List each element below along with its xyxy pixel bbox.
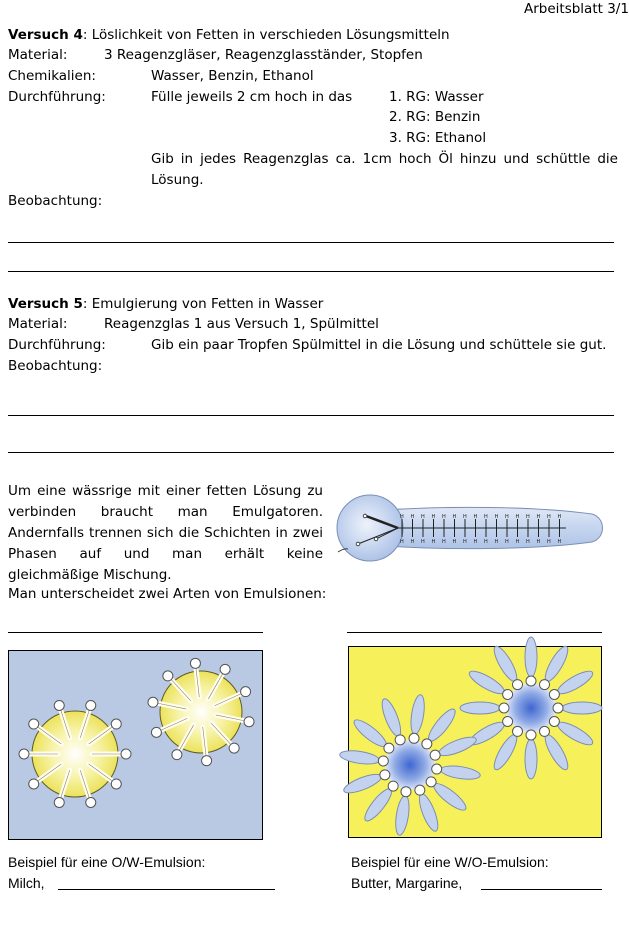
emulsifier-head xyxy=(229,743,239,753)
svg-text:H: H xyxy=(431,539,436,545)
v4-answer-line-1[interactable] xyxy=(8,242,614,243)
svg-text:H: H xyxy=(452,514,457,520)
v4-title-bold: Versuch 4 xyxy=(8,27,83,43)
v4-material-value: 3 Reagenzgläser, Reagenzglasständer, Stopfen xyxy=(104,47,423,63)
ow-example-answer-line[interactable] xyxy=(58,889,275,890)
v5-material-value: Reagenzglas 1 aus Versuch 1, Spülmittel xyxy=(104,316,379,332)
svg-text:H: H xyxy=(463,514,467,520)
wo-example-answer-line[interactable] xyxy=(481,889,602,890)
wo-type-answer-line[interactable] xyxy=(347,632,602,633)
v5-title-bold: Versuch 5 xyxy=(8,296,83,312)
svg-text:H: H xyxy=(526,514,530,520)
emulsifier-head xyxy=(151,727,161,737)
emulsifier-head xyxy=(415,785,425,795)
emulsifier-head xyxy=(388,781,398,791)
emulsifier-head xyxy=(432,764,442,774)
svg-text:H: H xyxy=(515,514,520,520)
emulsifier-head xyxy=(241,687,251,697)
emulsifier-head xyxy=(163,671,173,681)
emulsifier-head xyxy=(29,719,39,729)
emulsifier-head xyxy=(148,697,158,707)
svg-text:H: H xyxy=(431,514,436,520)
svg-text:H: H xyxy=(463,539,467,545)
v5-title xyxy=(8,295,323,313)
emulsifier-head xyxy=(121,749,131,759)
svg-text:H: H xyxy=(526,539,530,545)
svg-text:H: H xyxy=(505,539,509,545)
emulsifier-head xyxy=(540,726,550,736)
emulsifier-head xyxy=(202,756,212,766)
v5-answer-line-2[interactable] xyxy=(8,452,614,453)
emulsifier-head xyxy=(29,779,39,789)
emulsifier-head xyxy=(549,717,559,727)
ow-emulsion-figure xyxy=(8,650,263,840)
molecule-head-shape xyxy=(337,495,403,561)
ow-type-answer-line[interactable] xyxy=(8,632,263,633)
intro-kinds: Man unterscheidet zwei Arten von Emulsionen: xyxy=(8,586,327,602)
v4-chem-label: Chemikalien: xyxy=(8,68,96,84)
v4-tube-1: 1. RG: Wasser xyxy=(389,89,484,105)
wo-caption: Beispiel für eine W/O-Emulsion: xyxy=(351,854,549,870)
emulsifier-head xyxy=(553,703,563,713)
svg-text:H: H xyxy=(557,514,562,520)
emulsifier-tail xyxy=(525,739,537,779)
svg-text:H: H xyxy=(442,539,446,545)
emulsifier-head xyxy=(86,798,96,808)
v4-procedure-label: Durchführung: xyxy=(8,89,106,105)
emulsifier-head xyxy=(395,735,405,745)
v4-tube-3: 3. RG: Ethanol xyxy=(389,130,487,146)
emulsifier-head xyxy=(513,680,523,690)
emulsifier-head xyxy=(54,798,64,808)
emulsifier-head xyxy=(190,658,200,668)
intro-paragraph: Um eine wässrige mit einer fetten Lösung zu verbinden braucht man Emulgatoren. Andernfalls trennen sich die Schichten in zwei Phasen auf und man erhält keine gleichmäßige Mischung. xyxy=(8,483,323,583)
v4-answer-line-2[interactable] xyxy=(8,271,614,272)
v5-procedure-text: Gib ein paar Tropfen Spülmittel in die Lösung und schüttele sie gut. xyxy=(151,337,607,353)
v4-title xyxy=(8,26,450,44)
emulsifier-head xyxy=(111,779,121,789)
v4-procedure-cont-2: Lösung. xyxy=(151,172,204,188)
svg-text:H: H xyxy=(494,539,499,545)
emulsifier-head xyxy=(430,750,440,760)
svg-text:H: H xyxy=(400,539,404,545)
emulsifier-head xyxy=(380,770,390,780)
emulsifier-tail xyxy=(525,637,537,677)
svg-text:H: H xyxy=(494,514,499,520)
svg-text:H: H xyxy=(536,539,541,545)
emulsifier-head xyxy=(220,664,230,674)
ow-example: Milch, xyxy=(8,875,45,891)
ow-caption: Beispiel für eine O/W-Emulsion: xyxy=(8,854,206,870)
emulsifier-head xyxy=(19,749,29,759)
v4-chem-value: Wasser, Benzin, Ethanol xyxy=(151,68,314,84)
emulsifier-head xyxy=(549,690,559,700)
v4-procedure-text: Fülle jeweils 2 cm hoch in das xyxy=(151,89,353,105)
emulsifier-head xyxy=(422,739,432,749)
svg-text:H: H xyxy=(536,514,541,520)
emulsifier-head xyxy=(54,700,64,710)
v5-answer-line-1[interactable] xyxy=(8,415,614,416)
svg-text:H: H xyxy=(473,514,478,520)
svg-text:H: H xyxy=(410,514,415,520)
emulsifier-tail xyxy=(460,702,500,714)
svg-text:H: H xyxy=(547,514,551,520)
emulsifier-head xyxy=(526,676,536,686)
svg-text:H: H xyxy=(515,539,520,545)
v4-tube-2: 2. RG: Benzin xyxy=(389,109,481,125)
v4-procedure-cont-1: Gib in jedes Reagenzglas ca. 1cm hoch Öl hinzu und schüttle die xyxy=(151,151,618,167)
v5-procedure-label: Durchführung: xyxy=(8,337,106,353)
emulsifier-molecule-illustration xyxy=(334,492,604,564)
emulsifier-head xyxy=(503,717,513,727)
emulsifier-head xyxy=(86,700,96,710)
svg-text:H: H xyxy=(452,539,457,545)
wo-emulsion-figure xyxy=(348,646,602,838)
emulsifier-head xyxy=(426,777,436,787)
svg-text:H: H xyxy=(547,539,551,545)
svg-text:H: H xyxy=(473,539,478,545)
emulsifier-head xyxy=(172,750,182,760)
emulsifier-head xyxy=(378,756,388,766)
svg-text:H: H xyxy=(505,514,509,520)
emulsifier-head xyxy=(111,719,121,729)
emulsifier-head xyxy=(540,680,550,690)
emulsifier-head xyxy=(503,690,513,700)
svg-text:H: H xyxy=(557,539,562,545)
emulsifier-head xyxy=(499,703,509,713)
emulsifier-head xyxy=(384,743,394,753)
v5-title-rest: : Emulgierung von Fetten in Wasser xyxy=(82,296,324,312)
v4-title-rest: : Löslichkeit von Fetten in verschieden Lösungsmitteln xyxy=(82,27,450,43)
sheet-label: Arbeitsblatt 3/1 xyxy=(524,1,629,17)
emulsifier-head xyxy=(409,733,419,743)
v4-material-label: Material: xyxy=(8,47,68,63)
svg-text:H: H xyxy=(421,539,425,545)
emulsifier-head xyxy=(526,730,536,740)
svg-text:H: H xyxy=(484,514,488,520)
v5-observation-label: Beobachtung: xyxy=(8,358,103,374)
svg-text:H: H xyxy=(400,514,404,520)
v5-material-label: Material: xyxy=(8,316,68,332)
emulsifier-head xyxy=(244,717,254,727)
emulsifier-tail xyxy=(562,702,602,714)
wo-example: Butter, Margarine, xyxy=(351,875,463,891)
emulsifier-head xyxy=(513,726,523,736)
svg-text:H: H xyxy=(442,514,446,520)
svg-text:H: H xyxy=(410,539,415,545)
emulsifier-head xyxy=(401,787,411,797)
svg-text:H: H xyxy=(484,539,488,545)
svg-text:H: H xyxy=(421,514,425,520)
v4-observation-label: Beobachtung: xyxy=(8,193,103,209)
